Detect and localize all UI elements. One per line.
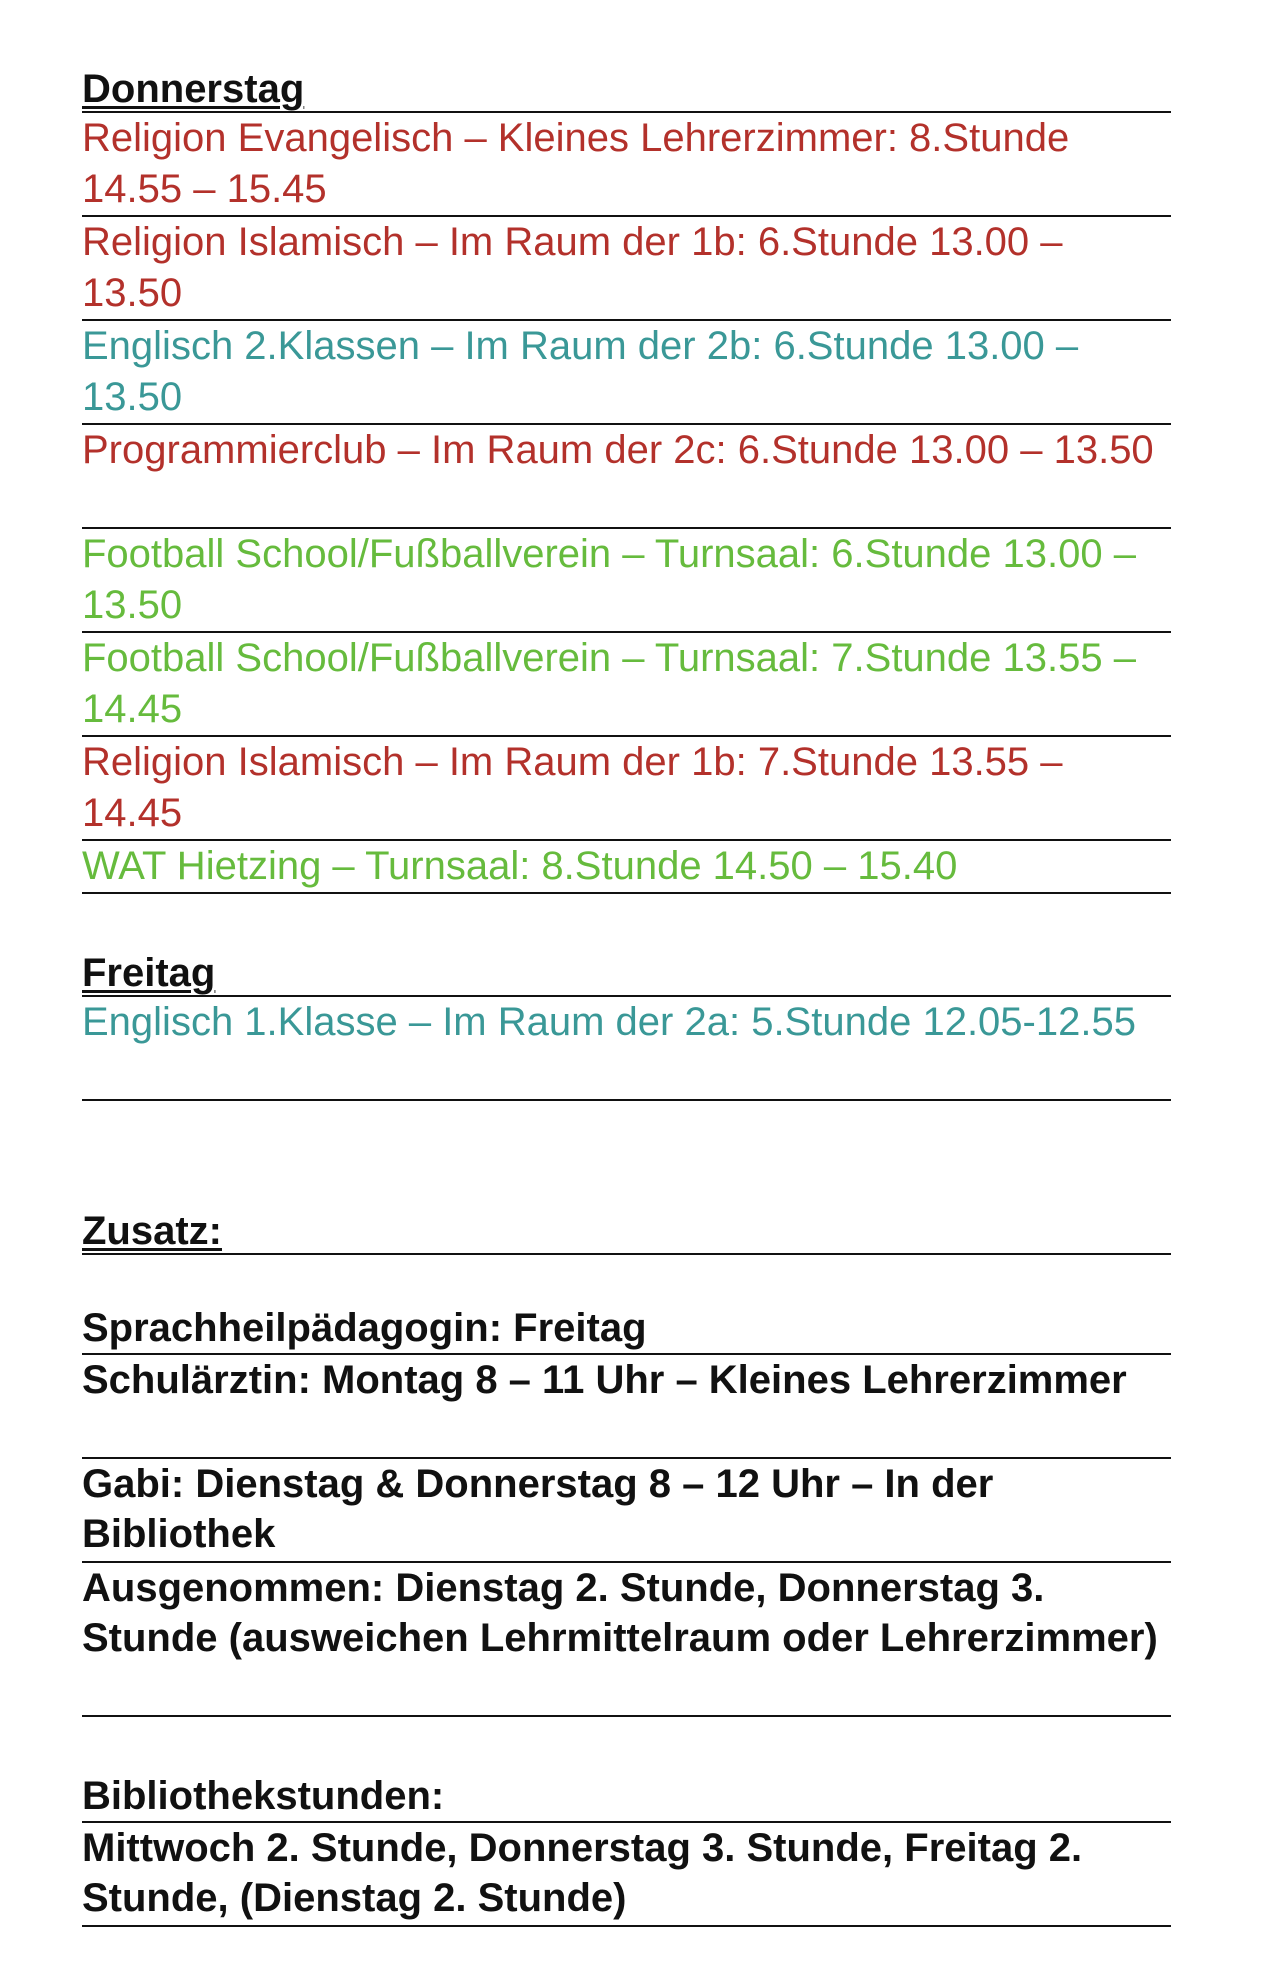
schedule-row-religion-islamisch-7: Religion Islamisch – Im Raum der 1b: 7.Stunde 13.55 – 14.45 — [82, 737, 1171, 841]
spacer — [82, 1255, 1171, 1303]
info-row-ausgenommen: Ausgenommen: Dienstag 2. Stunde, Donnerstag 3. Stunde (ausweichen Lehrmittelraum oder Lehrerzimmer) — [82, 1563, 1171, 1717]
spacer — [82, 1101, 1171, 1204]
info-row-bibliothekstunden: Mittwoch 2. Stunde, Donnerstag 3. Stunde, Freitag 2. Stunde, (Dienstag 2. Stunde) — [82, 1823, 1171, 1927]
info-row-schulaerztin: Schulärztin: Montag 8 – 11 Uhr – Kleines Lehrerzimmer — [82, 1355, 1171, 1459]
schedule-row-programmierclub: Programmierclub – Im Raum der 2c: 6.Stunde 13.00 – 13.50 — [82, 425, 1171, 529]
spacer — [82, 1717, 1171, 1771]
section-donnerstag — [82, 62, 1171, 894]
heading-bibliothekstunden: Bibliothekstunden: — [82, 1771, 1171, 1823]
schedule-row-religion-evangelisch: Religion Evangelisch – Kleines Lehrerzimmer: 8.Stunde 14.55 – 15.45 — [82, 113, 1171, 217]
schedule-row-englisch-2-klassen: Englisch 2.Klassen – Im Raum der 2b: 6.Stunde 13.00 – 13.50 — [82, 321, 1171, 425]
section-freitag — [82, 946, 1171, 1101]
schedule-row-religion-islamisch-6: Religion Islamisch – Im Raum der 1b: 6.Stunde 13.00 – 13.50 — [82, 217, 1171, 321]
schedule-row-football-6: Football School/Fußballverein – Turnsaal: 6.Stunde 13.00 – 13.50 — [82, 529, 1171, 633]
section-zusatz — [82, 1204, 1171, 1717]
section-bibliothek — [82, 1771, 1171, 1927]
heading-donnerstag: Donnerstag — [82, 62, 1171, 113]
schedule-row-football-7: Football School/Fußballverein – Turnsaal: 7.Stunde 13.55 – 14.45 — [82, 633, 1171, 737]
schedule-row-englisch-1-klasse: Englisch 1.Klasse – Im Raum der 2a: 5.Stunde 12.05-12.55 — [82, 997, 1171, 1101]
spacer — [82, 894, 1171, 946]
schedule-document — [82, 62, 1171, 1927]
info-row-sprachheilpaedagogin: Sprachheilpädagogin: Freitag — [82, 1303, 1171, 1355]
heading-zusatz: Zusatz: — [82, 1204, 1171, 1255]
schedule-row-wat-hietzing: WAT Hietzing – Turnsaal: 8.Stunde 14.50 – 15.40 — [82, 841, 1171, 894]
heading-freitag: Freitag — [82, 946, 1171, 997]
info-row-gabi: Gabi: Dienstag & Donnerstag 8 – 12 Uhr – In der Bibliothek — [82, 1459, 1171, 1563]
